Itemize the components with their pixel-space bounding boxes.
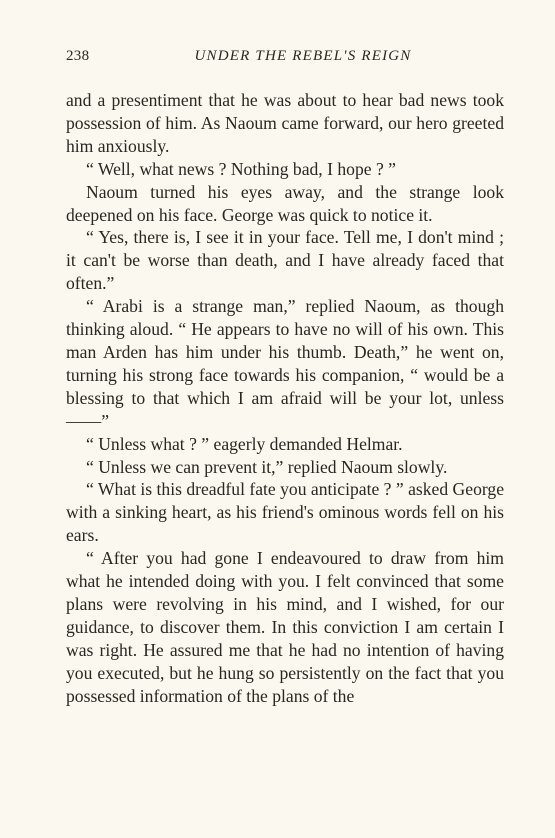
page-header	[66, 48, 504, 70]
paragraph: “ Arabi is a strange man,” replied Naoum, as though thinking aloud. “ He appears to have no will of his own. This man Arden has him under his thumb. Death,” he went on, turning his strong face towards his companion, “ would be a blessing to that which I am afraid will be your lot, unless——”	[66, 296, 504, 431]
paragraph: “ What is this dreadful fate you anticipate ? ” asked George with a sinking heart, as his friend's ominous words fell on his ears.	[66, 479, 505, 546]
paragraph: Naoum turned his eyes away, and the strange look deepened on his face. George was quick to notice it.	[66, 181, 504, 225]
paragraph: “ After you had gone I endeavoured to draw from him what he intended doing with you. I felt convinced that some plans were revolving in his mind, and I wished, for our guidance, to discover them. In this conviction I am certain I was right. He assured me that he had no intention of having you executed, but he hung so persistently on the fact that you possessed information of the plans of the	[66, 548, 504, 706]
running-title: UNDER THE REBEL'S REIGN	[194, 48, 412, 64]
paragraph: “ Unless what ? ” eagerly demanded Helmar.	[86, 433, 403, 454]
paragraph: “ Well, what news ? Nothing bad, I hope ? ”	[86, 158, 396, 179]
body-text	[66, 89, 504, 707]
paragraph: “ Yes, there is, I see it in your face. Tell me, I don't mind ; it can't be worse than death, and I have already faced that often.”	[66, 227, 504, 294]
paragraph: and a presentiment that he was about to hear bad news took possession of him. As Naoum came forward, our hero greeted him anxiously.	[66, 90, 504, 156]
page-number: 238	[66, 48, 90, 64]
paragraph: “ Unless we can prevent it,” replied Naoum slowly.	[86, 456, 448, 477]
